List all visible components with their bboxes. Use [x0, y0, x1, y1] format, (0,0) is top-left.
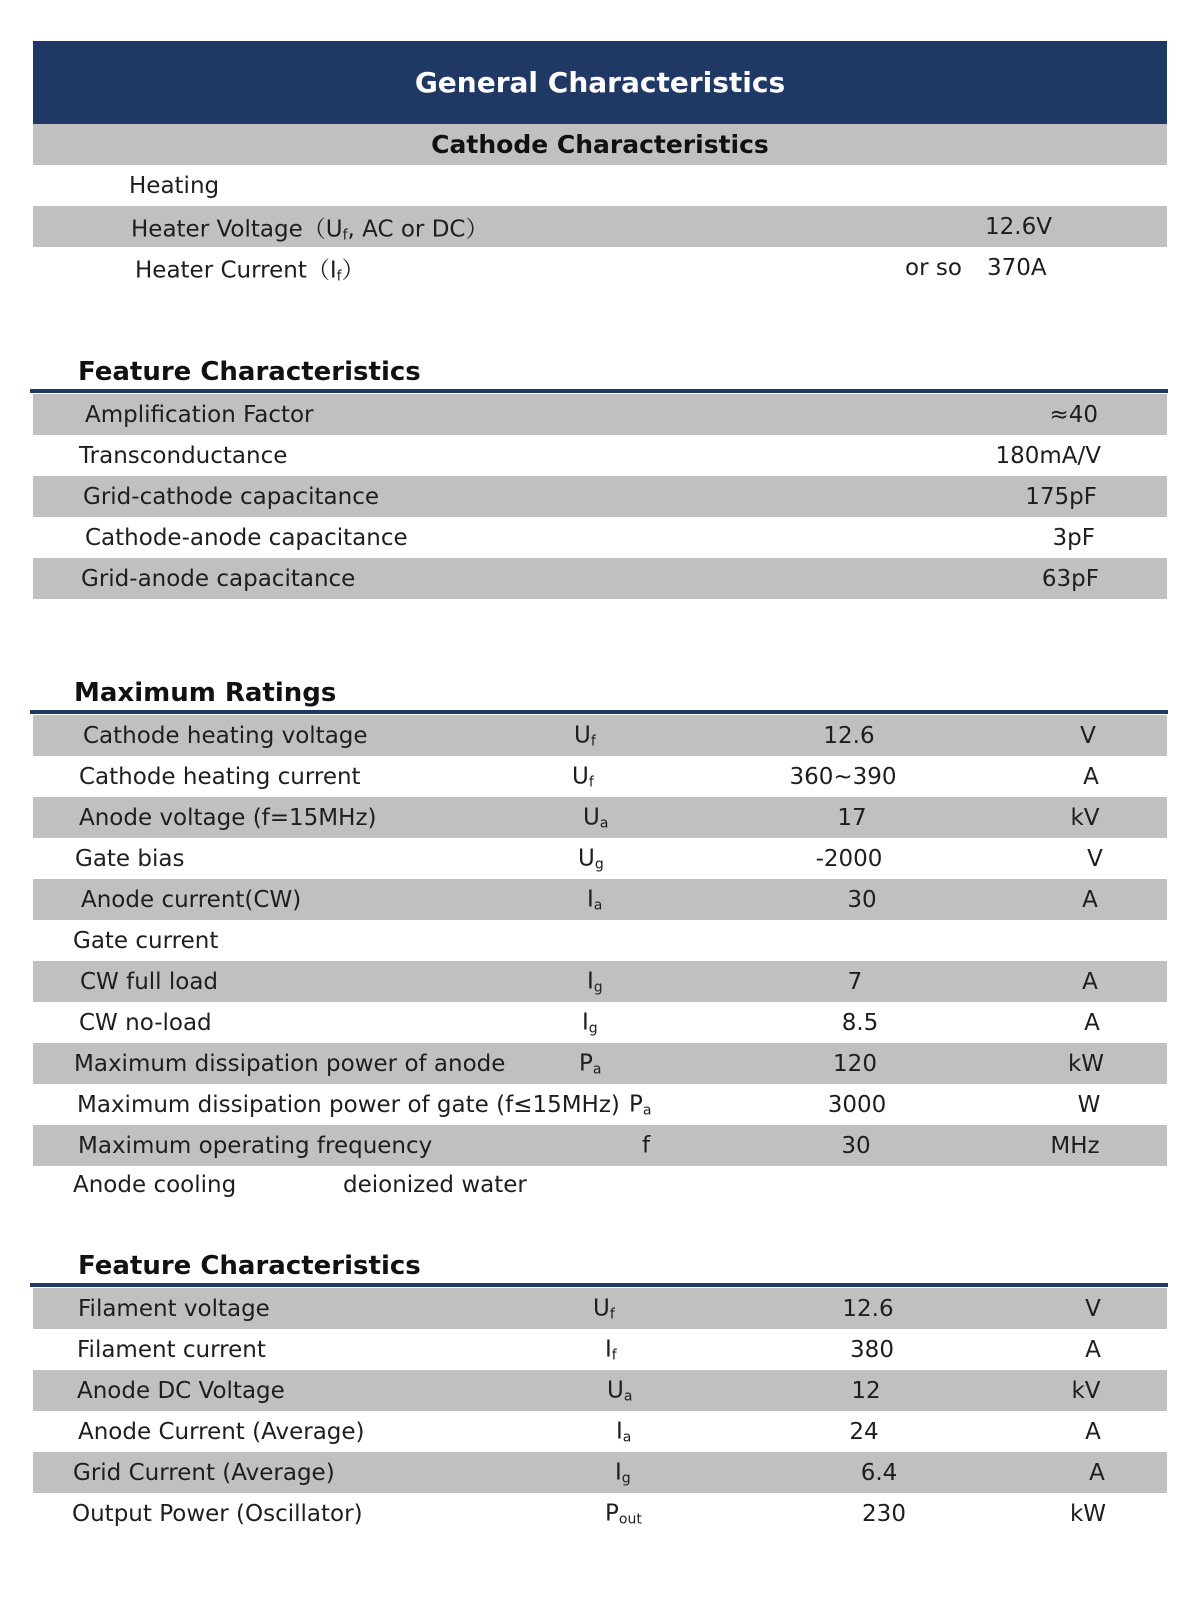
row-label — [131, 210, 488, 243]
symbol-letter: I — [587, 886, 594, 912]
symbol-subscript: f — [609, 1306, 615, 1322]
symbol-letter: P — [629, 1091, 643, 1117]
row-label: Grid Current (Average) — [73, 1459, 335, 1486]
row-value: ≈40 — [1049, 401, 1098, 428]
table-row — [33, 1329, 1167, 1370]
row-label: Maximum dissipation power of gate (f≤15MHz) — [77, 1091, 620, 1118]
row-symbol — [574, 722, 596, 749]
row-unit: V — [1085, 1295, 1101, 1322]
symbol-letter: I — [605, 1336, 612, 1362]
section-divider — [30, 1283, 1168, 1287]
row-label: CW no-load — [79, 1009, 212, 1036]
table-row — [33, 517, 1167, 558]
row-label: Anode Current (Average) — [78, 1418, 365, 1445]
row-label: Filament current — [77, 1336, 266, 1363]
table-row — [33, 1002, 1167, 1043]
table-row — [33, 879, 1167, 920]
row-label: Maximum operating frequency — [78, 1132, 433, 1159]
table-row — [33, 715, 1167, 756]
row-label-sub: f — [342, 227, 348, 243]
row-symbol — [578, 845, 604, 872]
row-label-sub: f — [336, 268, 342, 284]
row-value: 30 — [841, 1132, 871, 1159]
row-label: Anode DC Voltage — [77, 1377, 285, 1404]
row-symbol — [587, 968, 603, 995]
symbol-letter: U — [607, 1377, 624, 1403]
table-row — [33, 1125, 1167, 1166]
row-value: 120 — [833, 1050, 877, 1077]
row-value: 3pF — [1052, 524, 1095, 551]
row-value: 12.6V — [985, 213, 1052, 240]
symbol-subscript: f — [611, 1347, 617, 1363]
table-row — [33, 247, 1167, 288]
row-symbol — [607, 1377, 632, 1404]
row-unit: kW — [1069, 1500, 1107, 1527]
row-unit: kV — [1071, 1377, 1101, 1404]
row-unit: MHz — [1050, 1132, 1100, 1159]
row-label-text: Heater Voltage（U — [131, 216, 343, 242]
row-label: Cathode heating voltage — [83, 722, 368, 749]
section-divider — [30, 710, 1168, 714]
row-label: Output Power (Oscillator) — [72, 1500, 363, 1527]
row-unit: A — [1084, 1009, 1100, 1036]
row-symbol — [616, 1418, 631, 1445]
row-label: Grid-cathode capacitance — [83, 483, 379, 510]
cooling-value: deionized water — [343, 1171, 527, 1198]
symbol-subscript: f — [588, 774, 594, 790]
symbol-letter: I — [615, 1459, 622, 1485]
row-value: 7 — [847, 968, 863, 995]
row-unit: V — [1080, 722, 1096, 749]
symbol-letter: U — [583, 804, 600, 830]
row-label: Maximum dissipation power of anode — [74, 1050, 506, 1077]
cathode-heating-row — [33, 165, 1167, 206]
symbol-subscript: a — [599, 815, 609, 831]
row-label-tail: , AC or DC） — [347, 216, 489, 242]
row-value: 6.4 — [860, 1459, 898, 1486]
row-unit: A — [1083, 763, 1099, 790]
row-label: Anode voltage (f=15MHz) — [79, 804, 377, 831]
table-row — [33, 1084, 1167, 1125]
row-symbol — [615, 1459, 631, 1486]
table-row — [33, 394, 1167, 435]
symbol-subscript: g — [588, 1020, 598, 1036]
row-label: Amplification Factor — [85, 401, 314, 428]
row-value: 380 — [850, 1336, 894, 1363]
table-row — [33, 476, 1167, 517]
row-symbol — [593, 1295, 615, 1322]
row-unit: kV — [1070, 804, 1100, 831]
table-row — [33, 838, 1167, 879]
symbol-letter: I — [616, 1418, 623, 1444]
row-label: CW full load — [80, 968, 219, 995]
symbol-subscript: g — [593, 979, 603, 995]
row-symbol — [605, 1336, 617, 1363]
table-row — [33, 797, 1167, 838]
table-row — [33, 920, 1167, 961]
symbol-letter: P — [605, 1500, 619, 1526]
row-label: Grid-anode capacitance — [81, 565, 356, 592]
row-label-text: Heater Current（I — [135, 257, 337, 283]
symbol-subscript: g — [594, 856, 604, 872]
row-value: 63pF — [1041, 565, 1099, 592]
row-label: Gate bias — [75, 845, 185, 872]
row-symbol — [605, 1500, 642, 1527]
heating-label: Heating — [129, 172, 220, 199]
row-label: Cathode-anode capacitance — [85, 524, 408, 551]
row-unit: A — [1082, 968, 1098, 995]
section-divider — [30, 389, 1168, 393]
row-unit: V — [1087, 845, 1103, 872]
row-value: 24 — [849, 1418, 879, 1445]
symbol-letter: f — [642, 1132, 651, 1158]
section-title-feature-1: Feature Characteristics — [78, 357, 421, 387]
symbol-subscript: a — [642, 1102, 652, 1118]
symbol-letter: U — [578, 845, 595, 871]
page-title: General Characteristics — [33, 41, 1167, 124]
row-symbol — [583, 804, 608, 831]
section-title-feature-2: Feature Characteristics — [78, 1251, 421, 1281]
row-value: 360~390 — [789, 763, 897, 790]
symbol-subscript: out — [618, 1511, 642, 1527]
symbol-letter: I — [587, 968, 594, 994]
symbol-letter: U — [572, 763, 589, 789]
row-symbol — [629, 1091, 651, 1118]
row-symbol — [572, 763, 594, 790]
symbol-subscript: a — [623, 1388, 633, 1404]
row-unit: kW — [1067, 1050, 1105, 1077]
row-unit: W — [1077, 1091, 1101, 1118]
row-label: Filament voltage — [78, 1295, 270, 1322]
row-symbol — [587, 886, 602, 913]
symbol-subscript: a — [622, 1429, 632, 1445]
row-unit: A — [1085, 1418, 1101, 1445]
table-row — [33, 206, 1167, 247]
row-value: 12.6 — [823, 722, 875, 749]
row-symbol — [642, 1132, 650, 1159]
symbol-subscript: g — [621, 1470, 631, 1486]
row-label-tail: ） — [341, 257, 365, 283]
row-symbol — [582, 1009, 598, 1036]
table-row — [33, 435, 1167, 476]
symbol-letter: P — [579, 1050, 593, 1076]
row-value: 370A — [987, 254, 1047, 281]
symbol-subscript: a — [592, 1061, 602, 1077]
row-label: Cathode heating current — [79, 763, 361, 790]
row-qualifier: or so — [905, 254, 962, 281]
row-value: 30 — [847, 886, 877, 913]
row-value: 180mA/V — [995, 442, 1101, 469]
row-value: 12 — [851, 1377, 881, 1404]
table-row — [33, 1411, 1167, 1452]
row-value: -2000 — [815, 845, 883, 872]
row-unit: A — [1089, 1459, 1105, 1486]
row-symbol — [579, 1050, 601, 1077]
table-row — [33, 756, 1167, 797]
symbol-letter: I — [582, 1009, 589, 1035]
table-row — [33, 1452, 1167, 1493]
row-label: Anode current(CW) — [81, 886, 302, 913]
row-value: 12.6 — [842, 1295, 894, 1322]
symbol-letter: U — [574, 722, 591, 748]
row-label: Transconductance — [79, 442, 288, 469]
row-label: Gate current — [73, 927, 219, 954]
table-row — [33, 1370, 1167, 1411]
symbol-letter: U — [593, 1295, 610, 1321]
row-label — [135, 251, 365, 284]
row-unit: A — [1082, 886, 1098, 913]
symbol-subscript: f — [590, 733, 596, 749]
anode-cooling-row — [33, 1164, 1167, 1205]
row-value: 175pF — [1025, 483, 1097, 510]
row-value: 230 — [862, 1500, 906, 1527]
section-subtitle-cathode: Cathode Characteristics — [33, 124, 1167, 165]
table-row — [33, 1288, 1167, 1329]
row-value: 3000 — [827, 1091, 887, 1118]
row-value: 8.5 — [841, 1009, 879, 1036]
table-row — [33, 558, 1167, 599]
cooling-label: Anode cooling — [73, 1171, 237, 1198]
table-row — [33, 1493, 1167, 1534]
row-value: 17 — [837, 804, 867, 831]
section-title-max-ratings: Maximum Ratings — [74, 678, 337, 708]
row-unit: A — [1085, 1336, 1101, 1363]
table-row — [33, 1043, 1167, 1084]
symbol-subscript: a — [593, 897, 603, 913]
table-row — [33, 961, 1167, 1002]
